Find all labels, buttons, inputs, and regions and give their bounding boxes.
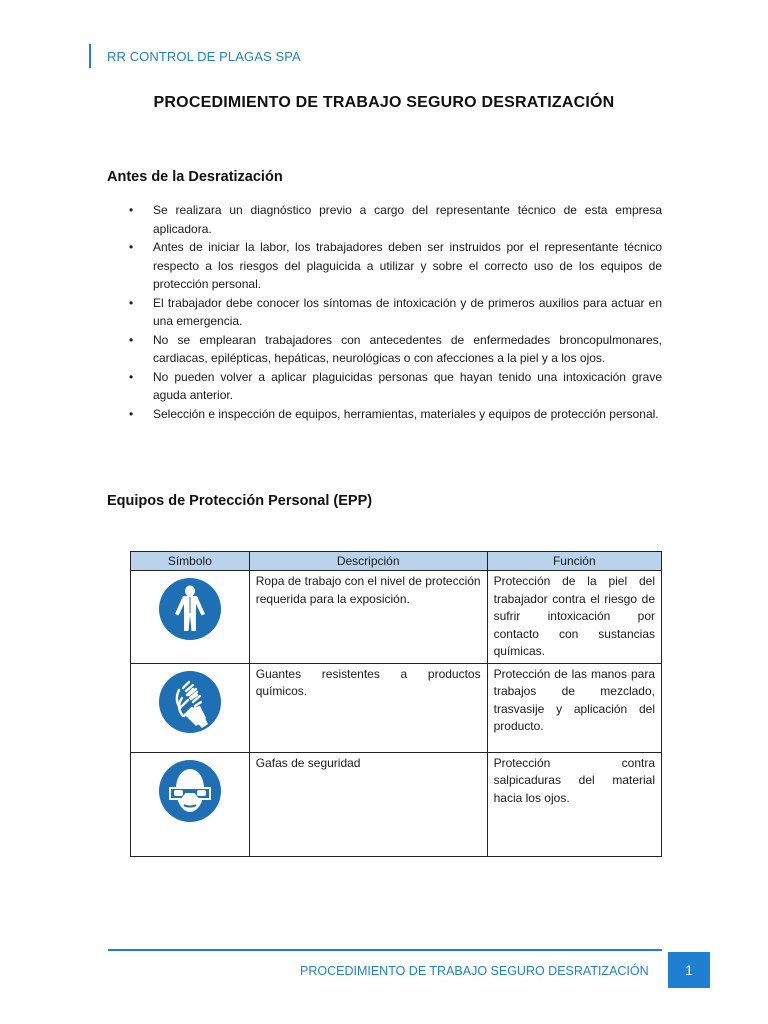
table-row [131, 663, 662, 752]
list-item-text: El trabajador debe conocer los síntomas de intoxicación y de primeros auxilios para actuar en una emergencia. [153, 295, 662, 328]
table-header-row [131, 552, 662, 571]
table-row [131, 752, 662, 856]
footer-title: PROCEDIMIENTO DE TRABAJO SEGURO DESRATIZACIÓN [300, 964, 649, 978]
symbol-cell [131, 663, 250, 752]
column-header-descripcion: Descripción [249, 552, 487, 571]
list-item-text: No pueden volver a aplicar plaguicidas personas que hayan tenido una intoxicación grave aguda anterior. [153, 369, 662, 402]
bullet-icon: • [129, 406, 134, 421]
page-number: 1 [668, 952, 710, 988]
list-item [107, 238, 662, 294]
list-item-text: Selección e inspección de equipos, herramientas, materiales y equipos de protección personal. [153, 406, 659, 421]
table-row [131, 571, 662, 664]
company-name: RR CONTROL DE PLAGAS SPA [107, 49, 301, 64]
bullet-icon: • [129, 332, 134, 347]
function-cell: Protección contra salpicaduras del material hacia los ojos. [487, 752, 661, 856]
header-accent-bar [89, 44, 91, 68]
symbol-cell [131, 571, 250, 664]
list-item [107, 294, 662, 331]
gloves-icon [156, 668, 224, 736]
epp-table [130, 551, 662, 857]
symbol-cell [131, 752, 250, 856]
list-item-text: No se emplearan trabajadores con antecedentes de enfermedades broncopulmonares, cardiacas, epilépticas, hepáticas, neurológicas o con afecciones a la piel y a los ojos. [153, 332, 662, 365]
function-cell: Protección de la piel del trabajador contra el riesgo de sufrir intoxicación por contacto con sustancias químicas. [487, 571, 661, 664]
bullet-icon: • [129, 240, 134, 254]
list-item [107, 331, 662, 368]
section-heading-epp: Equipos de Protección Personal (EPP) [107, 493, 373, 509]
list-item-text: Se realizara un diagnóstico previo a cargo del representante técnico de esta empresa aplicadora. [153, 203, 662, 236]
bullet-icon: • [129, 203, 134, 217]
bullet-icon: • [129, 369, 134, 384]
document-title: PROCEDIMIENTO DE TRABAJO SEGURO DESRATIZACIÓN [153, 94, 615, 111]
column-header-simbolo: Símbolo [131, 552, 250, 571]
protective-suit-icon [156, 575, 224, 643]
footer-divider [108, 949, 662, 951]
description-cell: Guantes resistentes a productos químicos. [249, 663, 487, 752]
description-cell: Ropa de trabajo con el nivel de protección requerida para la exposición. [249, 571, 487, 664]
list-item [107, 368, 662, 405]
list-item-text: Antes de iniciar la labor, los trabajadores deben ser instruidos por el representante técnico respecto a los riesgos del plaguicida a utilizar y sobre el correcto uso de los equipos de protección personal. [153, 240, 662, 291]
list-item [107, 405, 662, 424]
bullet-icon: • [129, 295, 134, 310]
description-cell: Gafas de seguridad [249, 752, 487, 856]
safety-goggles-icon [156, 757, 224, 825]
function-cell: Protección de las manos para trabajos de mezclado, trasvasije y aplicación del producto. [487, 663, 661, 752]
column-header-funcion: Función [487, 552, 661, 571]
section-heading-antes: Antes de la Desratización [107, 169, 283, 185]
precautions-list [107, 201, 662, 423]
list-item [107, 201, 662, 238]
